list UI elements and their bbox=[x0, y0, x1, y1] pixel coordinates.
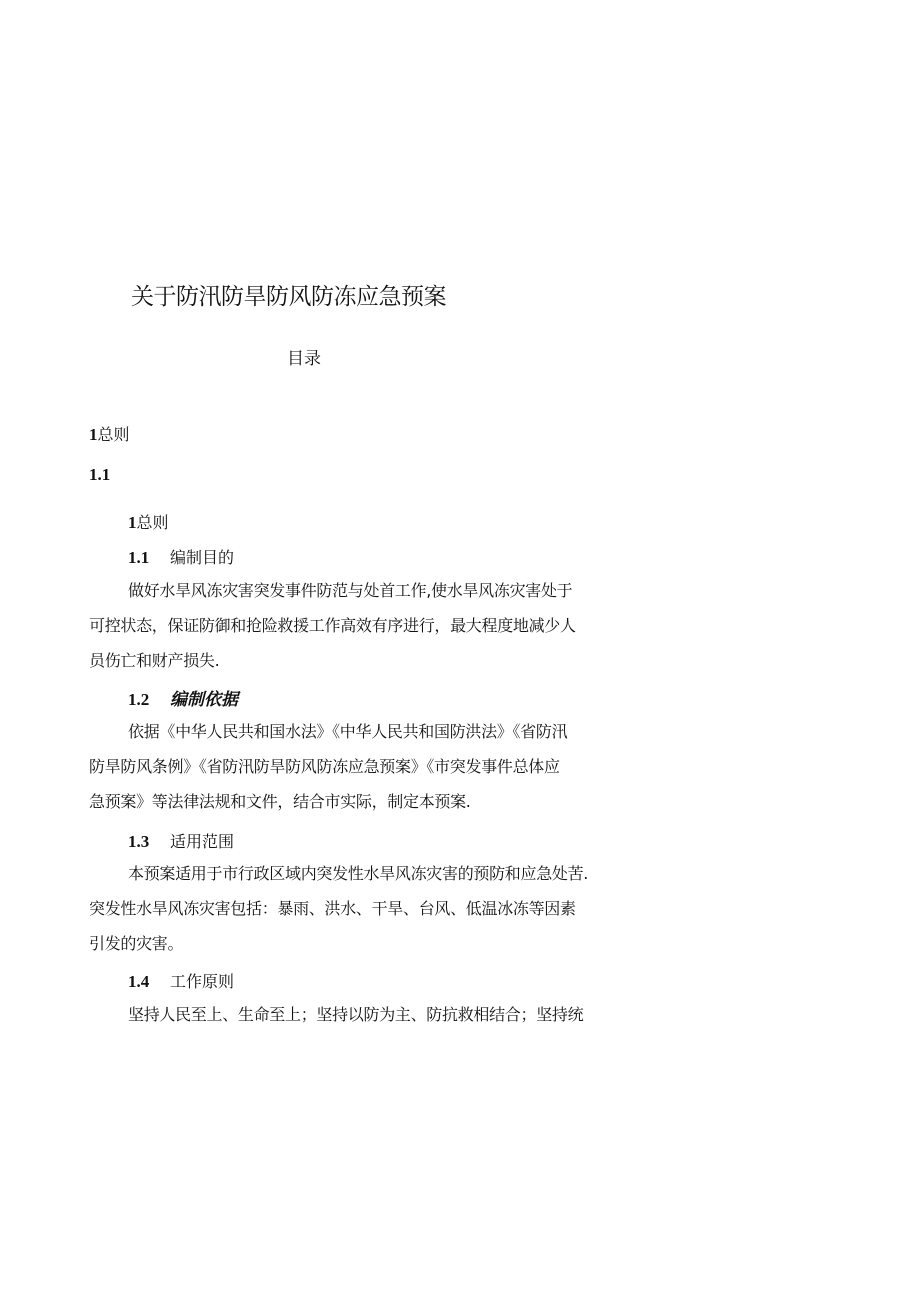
chapter-heading bbox=[128, 510, 169, 533]
section-heading bbox=[128, 545, 234, 568]
section-number: 1.2 bbox=[128, 690, 150, 709]
paragraph-line: 本预案适用于市行政区域内突发性水旱风冻灾害的预防和应急处苦. bbox=[128, 864, 589, 883]
paragraph-line: 坚持人民至上、生命至上；坚持以防为主、防抗救相结合；坚持统 bbox=[128, 1005, 584, 1024]
section-number: 1.3 bbox=[128, 832, 150, 851]
section-number: 1.1 bbox=[128, 548, 150, 567]
toc-item bbox=[89, 422, 130, 445]
section-heading bbox=[128, 829, 234, 852]
toc-item bbox=[89, 465, 110, 485]
toc-title: 目录 bbox=[287, 349, 321, 369]
paragraph-line: 做好水旱风冻灾害突发事件防范与处首工作,使水旱风冻灾害处于 bbox=[128, 581, 573, 600]
paragraph-line: 防旱防风条例》《省防汛防旱防风防冻应急预案》《市突发事件总体应 bbox=[89, 757, 560, 776]
section-title: 编制依据 bbox=[170, 690, 238, 710]
paragraph-line: 急预案》等法律法规和文件，结合市实际，制定本预案. bbox=[89, 792, 471, 811]
chapter-label: 总则 bbox=[136, 513, 169, 532]
section-heading bbox=[128, 685, 238, 710]
paragraph-line: 员伤亡和财产损失. bbox=[89, 651, 220, 670]
section-title: 编制目的 bbox=[170, 548, 235, 567]
section-title: 适用范围 bbox=[170, 832, 235, 851]
toc-item-number: 1.1 bbox=[89, 465, 111, 484]
section-heading bbox=[128, 969, 234, 992]
paragraph-line: 突发性水旱风冻灾害包括：暴雨、洪水、干旱、台风、低温冰冻等因素 bbox=[89, 899, 576, 918]
toc-item-label: 总则 bbox=[97, 425, 130, 444]
paragraph-line: 引发的灾害。 bbox=[89, 934, 184, 953]
paragraph-line: 可控状态，保证防御和抢险救援工作高效有序进行，最大程度地减少人 bbox=[89, 616, 576, 635]
toc-item-number: 1 bbox=[89, 425, 98, 444]
document-title: 关于防汛防旱防风防冻应急预案 bbox=[131, 284, 446, 310]
chapter-number: 1 bbox=[128, 513, 137, 532]
section-number: 1.4 bbox=[128, 972, 150, 991]
paragraph-line: 依据《中华人民共和国水法》《中华人民共和国防洪法》《省防汛 bbox=[128, 722, 568, 741]
section-title: 工作原则 bbox=[170, 972, 235, 991]
